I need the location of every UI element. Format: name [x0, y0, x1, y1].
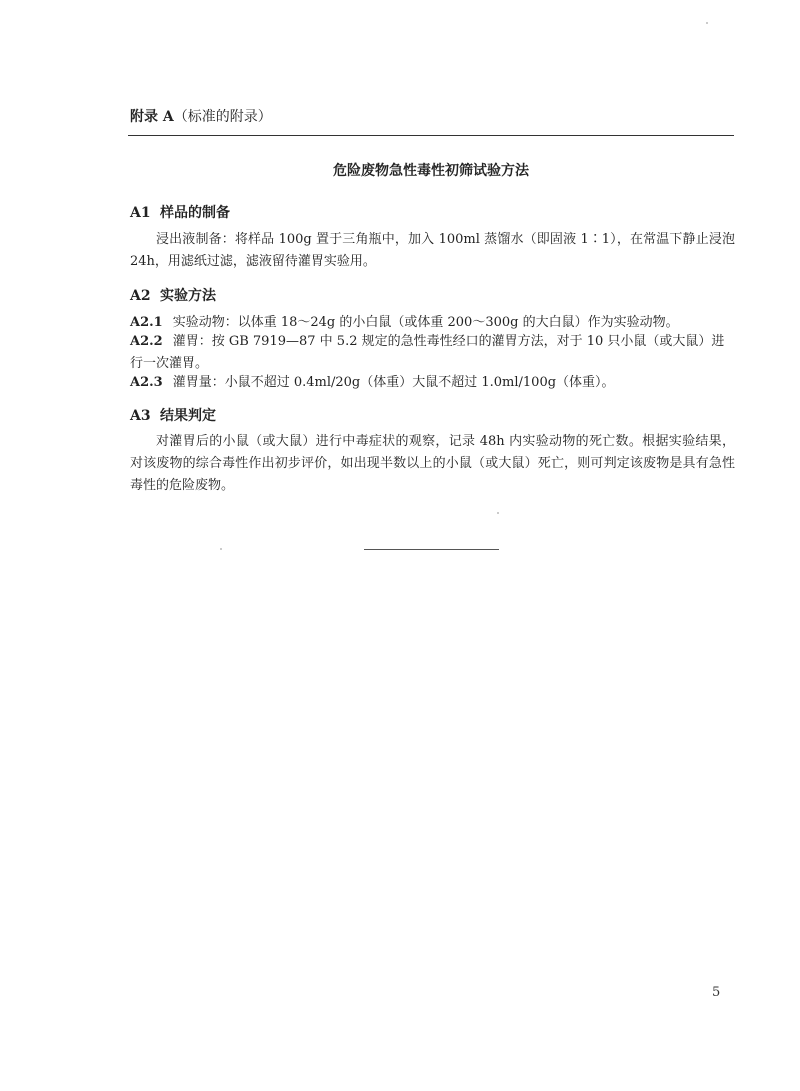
item-text: 实验动物：以体重 18～24g 的小白鼠（或体重 200～300g 的大白鼠）作为实验动物。	[172, 315, 679, 330]
section-title: 样品的制备	[160, 205, 230, 221]
item-text: 灌胃：按 GB 7919—87 中 5.2 规定的急性毒性经口的灌胃方法，对于 10 只小鼠（或大鼠）进行一次灌胃。	[130, 334, 725, 371]
section-a1-paragraph: 浸出液制备：将样品 100g 置于三角瓶中，加入 100ml 蒸馏水（即固液 1∶1），在常温下静止浸泡 24h，用滤纸过滤，滤液留待灌胃实验用。	[130, 232, 735, 269]
section-heading-a3	[130, 405, 216, 425]
item-number: A2.1	[130, 315, 163, 330]
section-title: 实验方法	[160, 288, 216, 304]
item-text: 灌胃量：小鼠不超过 0.4ml/20g（体重）大鼠不超过 1.0ml/100g（体重）。	[172, 375, 615, 390]
end-of-text-rule	[364, 549, 499, 550]
appendix-header	[130, 106, 272, 126]
section-number: A2	[130, 288, 151, 304]
scan-speck	[497, 512, 499, 514]
header-rule	[128, 135, 734, 136]
item-number: A2.2	[130, 334, 163, 349]
document-title: 危险废物急性毒性初筛试验方法	[333, 163, 529, 179]
section-heading-a1	[130, 202, 230, 222]
section-number: A3	[130, 408, 151, 424]
section-a2-item-2	[130, 331, 735, 375]
scan-speck	[220, 548, 222, 550]
section-a2-item-3	[130, 372, 735, 394]
section-heading-a2	[130, 285, 216, 305]
item-number: A2.3	[130, 375, 163, 390]
scan-speck	[706, 22, 708, 24]
appendix-note: （标准的附录）	[173, 109, 272, 125]
page-number: 5	[712, 985, 721, 1000]
section-title: 结果判定	[160, 408, 216, 424]
section-a3-paragraph: 对灌胃后的小鼠（或大鼠）进行中毒症状的观察，记录 48h 内实验动物的死亡数。根据实验结果，对该废物的综合毒性作出初步评价，如出现半数以上的小鼠（或大鼠）死亡，则可判定该废物是具有急性毒性的危险废物。	[130, 434, 735, 493]
appendix-label: 附录 A	[130, 109, 174, 125]
section-number: A1	[130, 205, 151, 221]
